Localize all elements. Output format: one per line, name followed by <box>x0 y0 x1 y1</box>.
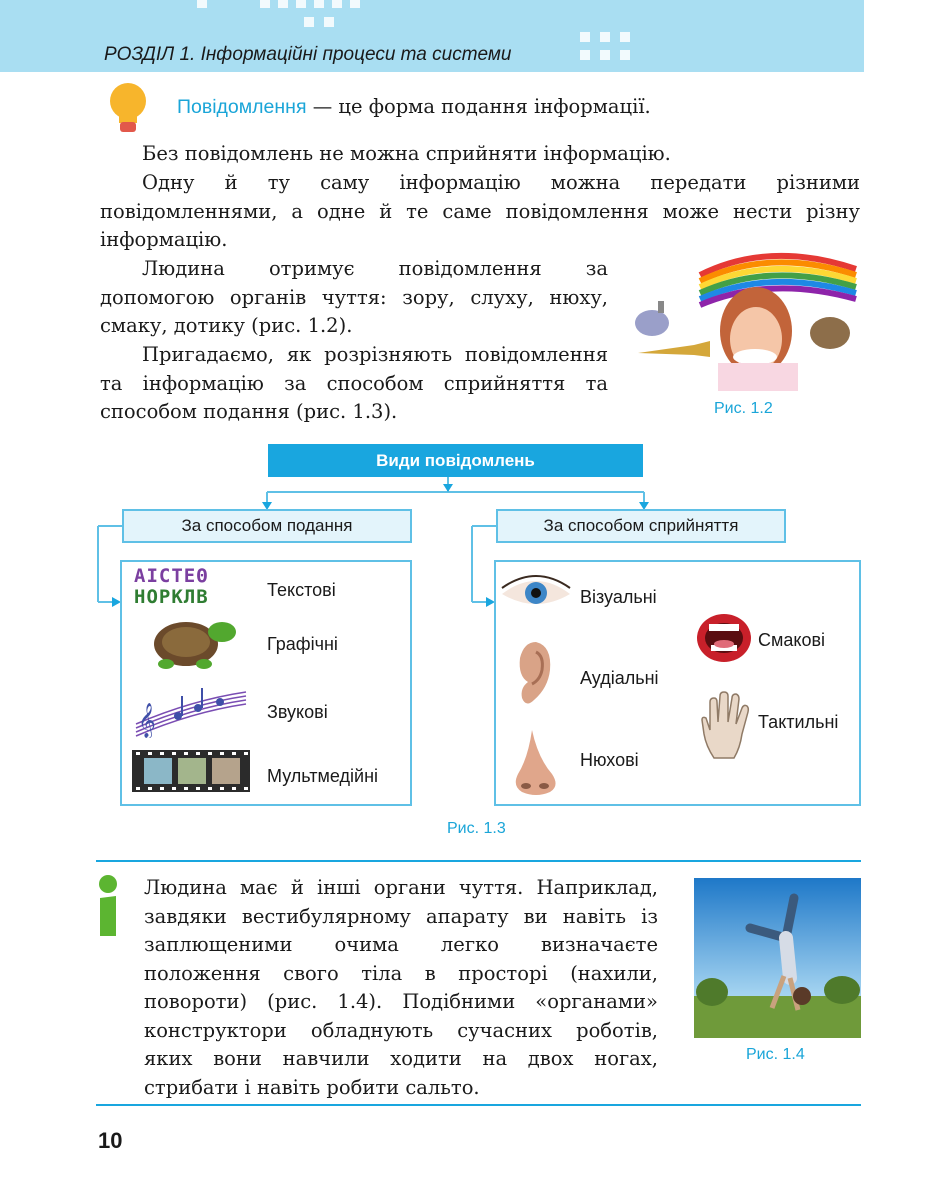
section-title: РОЗДІЛ 1. Інформаційні процеси та системи <box>104 44 512 65</box>
turtle-icon <box>146 614 238 672</box>
info-bottom-divider <box>96 1104 861 1106</box>
type-audial: Аудіальні <box>580 668 659 688</box>
figure-1-2-caption: Рис. 1.2 <box>714 400 773 417</box>
mouth-icon <box>696 612 752 664</box>
paragraph-2: Одну й ту саму інформацію можна передати різними повідомленнями, а одне й те саме повідомлення може нести різну інформацію. <box>100 171 860 251</box>
film-strip-icon <box>132 744 250 798</box>
definition-term: Повідомлення <box>177 96 307 118</box>
paragraph-4: Пригадаємо, як розрізняють повідомлення та інформацію за способом сприйняття та способом подання (рис. 1.3). <box>100 343 608 423</box>
music-notes-icon <box>132 680 250 738</box>
handstand-photo <box>694 878 861 1038</box>
info-icon <box>96 874 120 938</box>
info-text: Людина має й інші органи чуття. Наприклад, завдяки вестибулярному апарату ви навіть із заплющеними очима легко визначаєте положення свого тіла в просторі (нахили, повороти) (рис. 1.4). Подібними «органами» конструктори обладнують сучасних роботів, яких вони навчили ходити на двох ногах, стрибати і навіть робити сальто. <box>144 876 658 1099</box>
paragraph-1: Без повідомлень не можна сприйняти інформацію. <box>142 142 671 165</box>
category-by-presentation: За способом подання <box>122 509 412 543</box>
definition-text: — це форма подання інформації. <box>306 95 651 118</box>
type-visual: Візуальні <box>580 587 657 607</box>
eye-icon <box>500 574 572 610</box>
hand-icon <box>700 690 750 760</box>
paragraph-3: Людина отримує повідомлення за допомогою органів чуття: зору, слуху, нюху, смаку, дотику (рис. 1.2). <box>100 257 608 337</box>
figure-1-4-caption: Рис. 1.4 <box>746 1046 805 1063</box>
letters-icon <box>134 566 254 608</box>
svg-text:𝄞: 𝄞 <box>138 703 156 738</box>
letters-row-1: AICTEΘ <box>134 565 209 587</box>
info-top-divider <box>96 860 861 862</box>
page-number: 10 <box>98 1128 123 1153</box>
figure-1-3-caption: Рис. 1.3 <box>447 820 506 837</box>
diagram-title: Види повідомлень <box>268 444 643 477</box>
nose-icon <box>510 728 560 798</box>
type-taste: Смакові <box>758 630 826 650</box>
type-graphic: Графічні <box>267 634 338 654</box>
type-tactile: Тактильні <box>758 712 839 732</box>
type-olfactory: Нюхові <box>580 750 639 770</box>
category-by-perception: За способом сприйняття <box>496 509 786 543</box>
type-text: Текстові <box>267 580 336 600</box>
type-sound: Звукові <box>267 702 328 722</box>
type-multimedia: Мультмедійні <box>267 766 379 786</box>
ear-icon <box>512 640 552 708</box>
letters-row-2: HOPKЛB <box>134 586 209 608</box>
